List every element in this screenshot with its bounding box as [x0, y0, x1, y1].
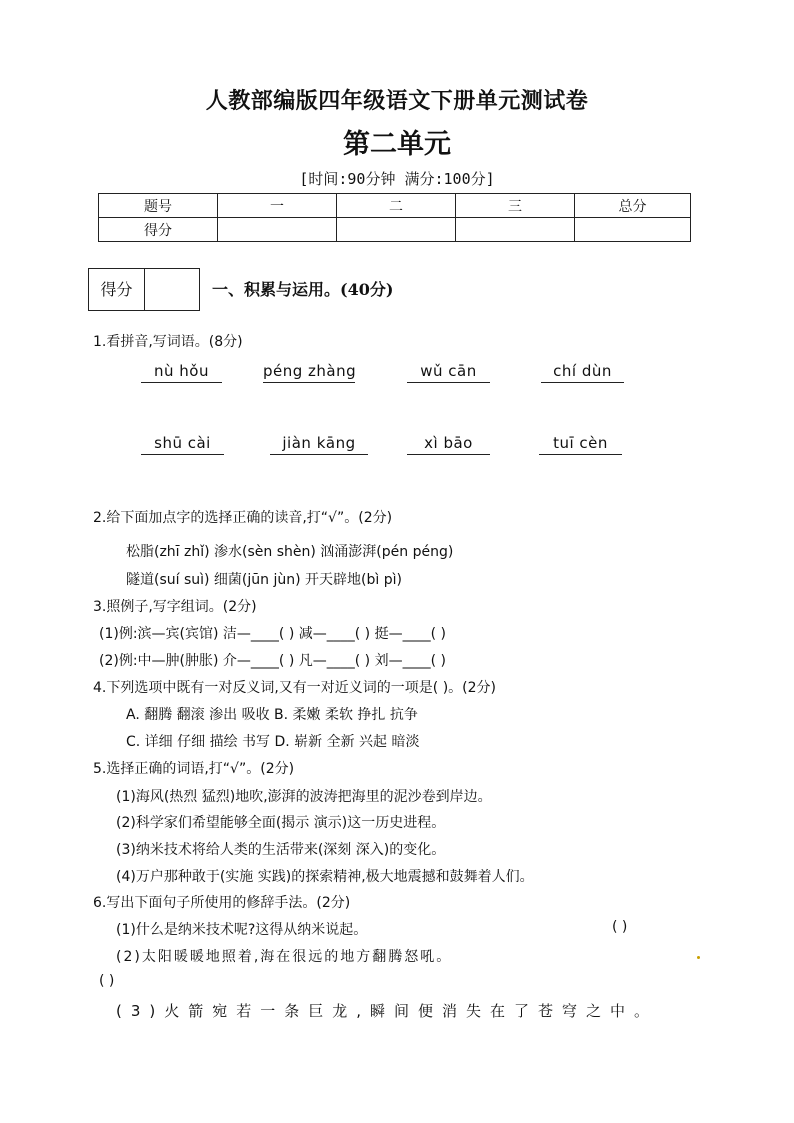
table-row [99, 218, 691, 242]
pinyin-answer-line[interactable]: shū cài [141, 434, 224, 455]
question-5-item: (1)海风(热烈 猛烈)地吹,澎湃的波涛把海里的泥沙卷到岸边。 [116, 789, 492, 805]
pinyin-answer-line[interactable]: tuī cèn [539, 434, 622, 455]
question-2-line: 隧道(suí suì) 细菌(jūn jùn) 开天辟地(bì pì) [126, 572, 402, 588]
question-4-options: C. 详细 仔细 描绘 书写 D. 崭新 全新 兴起 暗淡 [126, 734, 420, 750]
table-row [99, 194, 691, 218]
question-6-prompt: 6.写出下面句子所使用的修辞手法。(2分) [93, 895, 351, 911]
question-2-prompt: 2.给下面加点字的选择正确的读音,打“√”。(2分) [93, 510, 393, 526]
section-score-box [88, 268, 200, 311]
score-table [98, 193, 691, 242]
unit-title: 第二单元 [343, 129, 451, 160]
table-cell: 三 [456, 194, 575, 218]
question-5-prompt: 5.选择正确的词语,打“√”。(2分) [93, 761, 295, 777]
score-input-cell[interactable] [337, 218, 456, 242]
pinyin-answer-line[interactable]: wǔ cān [407, 362, 490, 383]
time-info: [时间:90分钟 满分:100分] [299, 170, 495, 188]
table-cell: 二 [337, 194, 456, 218]
section-heading: 一、积累与运用。(40分) [212, 280, 394, 299]
pinyin-answer-line[interactable]: nù hǒu [141, 362, 222, 383]
score-input-cell[interactable] [218, 218, 337, 242]
pinyin-answer-line[interactable]: xì bāo [407, 434, 490, 455]
score-input-cell[interactable] [456, 218, 575, 242]
table-cell: 得分 [99, 218, 218, 242]
answer-blank[interactable]: ( ) [99, 973, 115, 989]
question-3-line: (1)例:滨—宾(宾馆) 洁—____( ) 减—____( ) 挺—____( ) [99, 626, 446, 642]
section-score-label: 得分 [89, 269, 145, 310]
score-input-cell[interactable] [575, 218, 691, 242]
question-3-line: (2)例:中—肿(肿胀) 介—____( ) 凡—____( ) 刘—____( ) [99, 653, 446, 669]
question-6-item: (1)什么是纳米技术呢?这得从纳米说起。 [116, 922, 368, 938]
question-3-prompt: 3.照例子,写字组词。(2分) [93, 599, 257, 615]
pinyin-answer-line[interactable]: chí dùn [541, 362, 624, 383]
question-4-options: A. 翻腾 翻滚 渗出 吸收 B. 柔嫩 柔软 挣扎 抗争 [126, 707, 418, 723]
stray-dot [697, 956, 700, 959]
table-cell: 一 [218, 194, 337, 218]
question-6-item: (2)太阳暖暖地照着,海在很远的地方翻腾怒吼。 [116, 949, 453, 965]
question-6-item: (3)火箭宛若一条巨龙,瞬间便消失在了苍穹之中。 [116, 1002, 659, 1020]
question-5-item: (4)万户那种敢于(实施 实践)的探索精神,极大地震撼和鼓舞着人们。 [116, 869, 534, 885]
question-4-prompt: 4.下列选项中既有一对反义词,又有一对近义词的一项是( )。(2分) [93, 680, 497, 696]
question-5-item: (2)科学家们希望能够全面(揭示 演示)这一历史进程。 [116, 815, 446, 831]
pinyin-answer-line[interactable]: jiàn kāng [270, 434, 368, 455]
table-cell: 总分 [575, 194, 691, 218]
table-cell: 题号 [99, 194, 218, 218]
question-2-line: 松脂(zhī zhǐ) 渗水(sèn shèn) 汹涌澎湃(pén péng) [126, 544, 454, 560]
question-1-prompt: 1.看拼音,写词语。(8分) [93, 334, 243, 350]
question-5-item: (3)纳米技术将给人类的生活带来(深刻 深入)的变化。 [116, 842, 446, 858]
pinyin-answer-line[interactable]: péng zhàng [263, 362, 355, 383]
answer-blank[interactable]: ( ) [612, 919, 628, 935]
exam-title: 人教部编版四年级语文下册单元测试卷 [205, 88, 589, 114]
